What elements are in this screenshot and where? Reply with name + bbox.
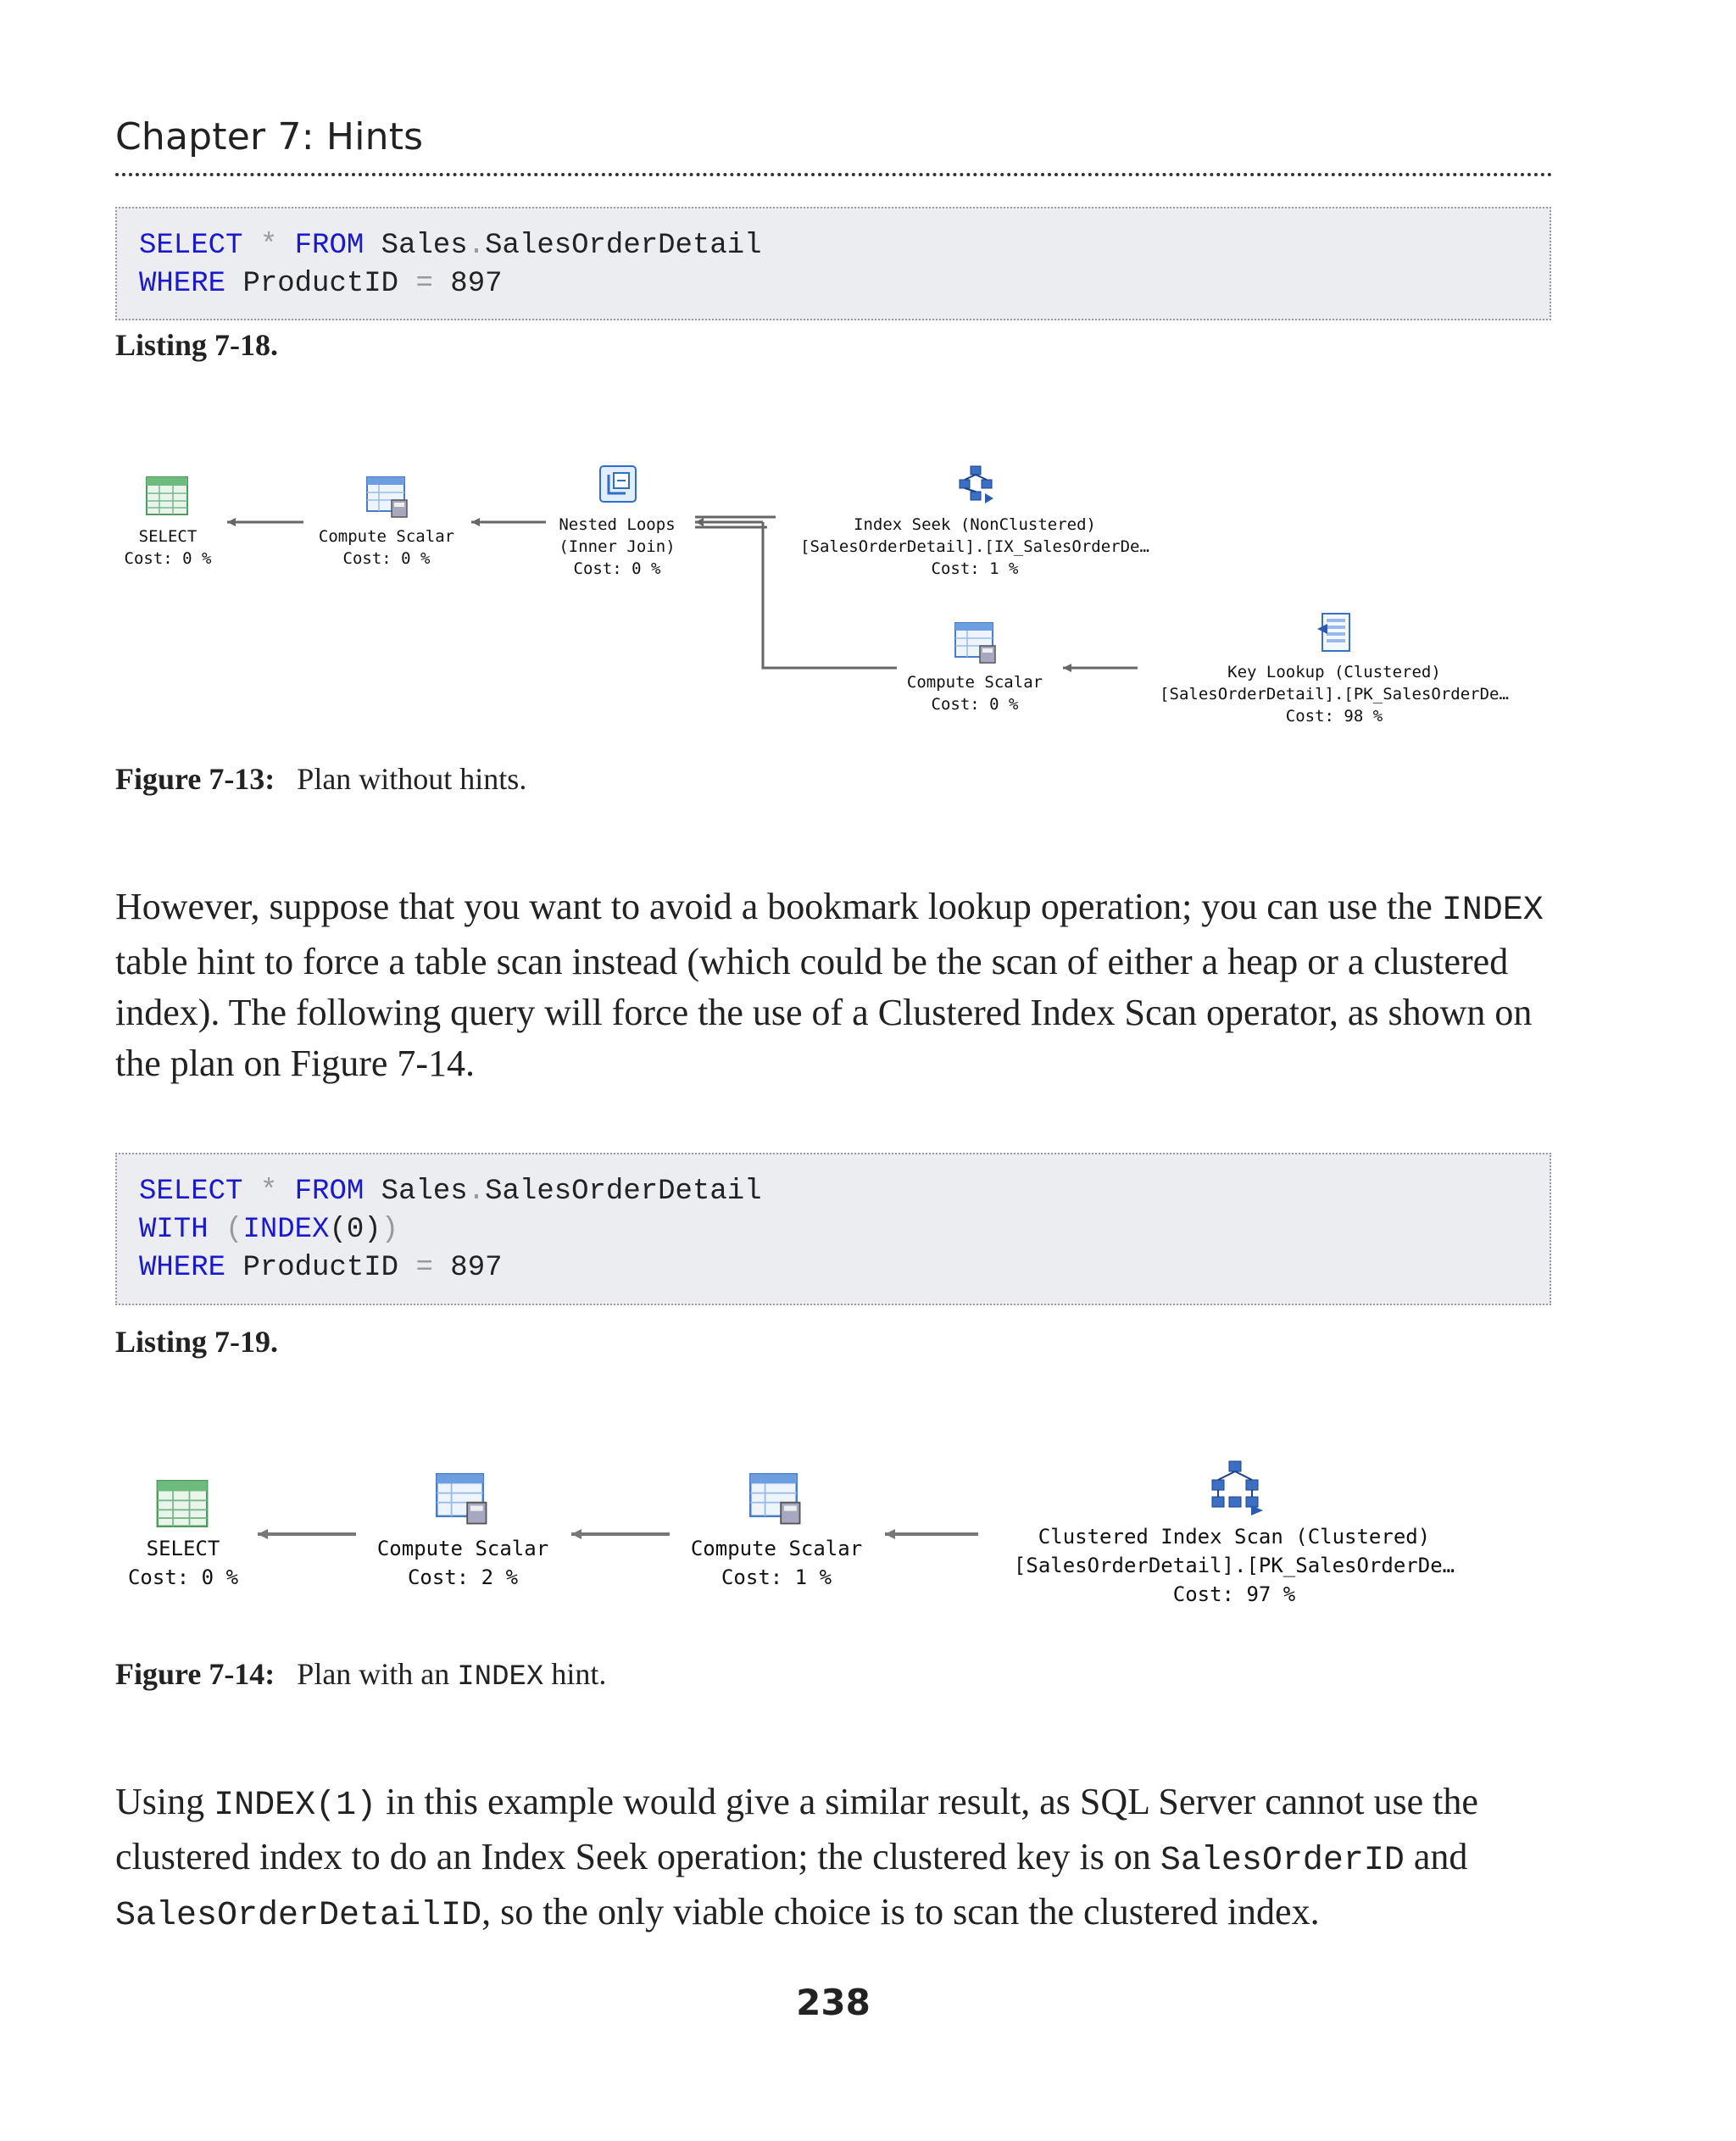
operator: * (259, 1176, 278, 1208)
plan-node-select: SELECT Cost: 0 % (124, 527, 212, 568)
plan-node-index-seek: Index Seek (NonClustered) [SalesOrderDetail].[IX_SalesOrderDe… Cost: 1 % (800, 515, 1149, 578)
keyword: FROM (294, 1176, 364, 1208)
keyword: WITH (139, 1214, 209, 1246)
figure-caption: Figure 7-14: Plan with an INDEX hint. (115, 1657, 607, 1693)
identifier: Sales (381, 230, 468, 262)
operator: = (415, 268, 433, 300)
operator: . (467, 230, 486, 262)
literal: 897 (450, 1252, 503, 1284)
keyword: SELECT (139, 1176, 243, 1208)
plan-node-compute-scalar: Compute Scalar Cost: 2 % (376, 1537, 549, 1589)
select-operator-icon (156, 1480, 209, 1527)
compute-scalar-icon (749, 1473, 802, 1526)
plan-node-key-lookup: Key Lookup (Clustered) [SalesOrderDetail].[PK_SalesOrderDe… Cost: 98 % (1160, 663, 1509, 726)
operator: = (415, 1252, 433, 1284)
plan-node-compute-scalar: Compute Scalar Cost: 0 % (906, 673, 1043, 714)
literal: 897 (450, 268, 503, 300)
keyword: WHERE (139, 268, 226, 300)
plan-node-compute-scalar: Compute Scalar Cost: 1 % (690, 1537, 863, 1589)
keyword: WHERE (139, 1252, 226, 1284)
identifier: SalesOrderDetail (485, 1176, 762, 1208)
identifier: ProductID (242, 268, 399, 300)
keyword: INDEX (242, 1214, 330, 1246)
identifier: ProductID (242, 1252, 399, 1284)
compute-scalar-icon (436, 1473, 488, 1526)
identifier: SalesOrderDetail (485, 230, 762, 262)
operator: ( (225, 1214, 243, 1246)
chapter-title: Chapter 7: Hints (115, 115, 424, 158)
figure-caption: Figure 7-13: Plan without hints. (115, 762, 527, 796)
plan-node-nested-loops: Nested Loops (Inner Join) Cost: 0 % (559, 515, 676, 578)
body-paragraph: Using INDEX(1) in this example would give a similar result, as SQL Server cannot use the clustered index to do an Index Seek operation; the clustered key is on SalesOrderID and SalesOrderDetailID, so the only viable choice is to scan the clustered index. (115, 1781, 1478, 1935)
keyword: FROM (294, 230, 364, 262)
literal: (0) (329, 1214, 381, 1246)
operator: ) (381, 1214, 399, 1246)
plan-node-compute-scalar: Compute Scalar Cost: 0 % (318, 527, 455, 568)
body-paragraph: However, suppose that you want to avoid a bookmark lookup operation; you can use the INDEX table hint to force a table scan instead (which could be the scan of either a heap or a clustered index). The following query will force the use of a Clustered Index Scan operator, as shown on the plan on Figure 7-14. (115, 886, 1544, 1084)
listing-caption: Listing 7-19. (115, 1325, 279, 1359)
operator: . (467, 1176, 486, 1208)
plan-node-clustered-index-scan: Clustered Index Scan (Clustered) [SalesOrderDetail].[PK_SalesOrderDe… Cost: 97 % (1013, 1525, 1455, 1606)
operator: * (259, 230, 278, 262)
listing-caption: Listing 7-18. (115, 328, 279, 362)
keyword: SELECT (139, 230, 243, 262)
plan-node-select: SELECT Cost: 0 % (127, 1537, 239, 1589)
identifier: Sales (381, 1176, 468, 1208)
clustered-index-scan-icon (1207, 1460, 1265, 1515)
page-number: 238 (796, 1982, 871, 2023)
